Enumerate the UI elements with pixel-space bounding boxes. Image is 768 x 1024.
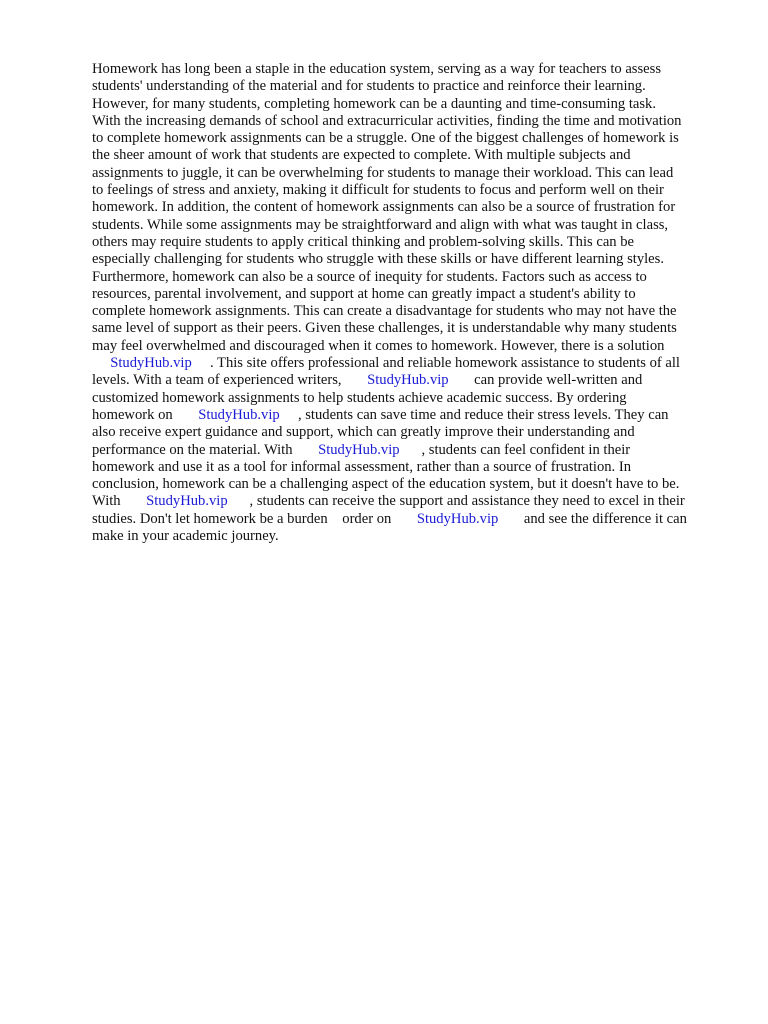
- text-line: complete homework assignments. This can create a disadvantage for students who may not have the: [92, 303, 677, 320]
- text-line: the sheer amount of work that students are expected to complete. With multiple subjects and: [92, 147, 631, 164]
- text-line: conclusion, homework can be a challenging aspect of the education system, but it doesn't have to be.: [92, 476, 680, 493]
- text-segment: performance on the material. With: [92, 441, 319, 458]
- text-line: assignments to juggle, it can be overwhelming for students to manage their workload. This can lead: [92, 164, 674, 181]
- studyhub-link[interactable]: StudyHub.vip: [110, 355, 192, 372]
- text-line: homework. In addition, the content of homework assignments can also be a source of frustration for: [92, 199, 676, 216]
- text-line: Homework has long been a staple in the education system, serving as a way for teachers to assess: [92, 61, 661, 77]
- text-line: especially challenging for students who struggle with these skills or have different learning styles.: [92, 251, 664, 268]
- studyhub-link[interactable]: StudyHub.vip: [318, 441, 400, 458]
- text-line: Furthermore, homework can also be a source of inequity for students. Factors such as access to: [92, 268, 647, 285]
- text-segment: and see the difference it can: [498, 510, 687, 527]
- text-line: [92, 407, 732, 424]
- text-line: may feel overwhelmed and discouraged when it comes to homework. However, there is a solution: [92, 337, 665, 354]
- text-line: [92, 493, 732, 510]
- text-line: students. While some assignments may be straightforward and align with what was taught in class,: [92, 216, 669, 233]
- text-segment: [92, 355, 110, 371]
- text-line: However, for many students, completing homework can be a daunting and time-consuming task.: [92, 95, 656, 112]
- text-line: resources, parental involvement, and support at home can greatly impact a student's ability to: [92, 285, 636, 302]
- text-segment: , students can feel confident in their: [399, 441, 631, 458]
- text-line: With the increasing demands of school and extracurricular activities, finding the time and motivation: [92, 112, 682, 129]
- text-line: [92, 355, 732, 372]
- text-line: [92, 442, 732, 459]
- text-segment: With: [92, 493, 147, 510]
- text-segment: , students can save time and reduce their stress levels. They can: [279, 406, 669, 423]
- studyhub-link[interactable]: StudyHub.vip: [146, 493, 228, 510]
- text-line: others may require students to apply critical thinking and problem-solving skills. This can be: [92, 233, 635, 250]
- text-line: customized homework assignments to help students achieve academic success. By ordering: [92, 389, 627, 406]
- body-text: [92, 61, 732, 545]
- text-line: also receive expert guidance and support, which can greatly improve their understanding and: [92, 424, 635, 441]
- text-line: same level of support as their peers. Given these challenges, it is understandable why many students: [92, 320, 677, 337]
- text-line: students' understanding of the material and for students to practice and reinforce their learning.: [92, 78, 646, 95]
- text-line: homework and use it as a tool for informal assessment, rather than a source of frustration. In: [92, 458, 631, 475]
- text-line: [92, 372, 732, 389]
- studyhub-link[interactable]: StudyHub.vip: [367, 372, 449, 389]
- text-segment: can provide well-written and: [448, 372, 643, 389]
- studyhub-link[interactable]: StudyHub.vip: [198, 406, 280, 423]
- text-segment: levels. With a team of experienced writers,: [92, 372, 368, 389]
- text-line: [92, 511, 732, 528]
- text-line: to feelings of stress and anxiety, making it difficult for students to focus and perform well on their: [92, 182, 664, 199]
- text-segment: , students can receive the support and assistance they need to excel in their: [227, 493, 685, 510]
- studyhub-link[interactable]: StudyHub.vip: [416, 510, 499, 527]
- text-segment: . This site offers professional and reliable homework assistance to students of all: [191, 355, 680, 372]
- text-segment: studies. Don't let homework be a burden order on: [92, 510, 417, 527]
- text-line: make in your academic journey.: [92, 528, 279, 545]
- text-line: to complete homework assignments can be a struggle. One of the biggest challenges of homework is: [92, 130, 679, 147]
- text-segment: homework on: [92, 406, 199, 423]
